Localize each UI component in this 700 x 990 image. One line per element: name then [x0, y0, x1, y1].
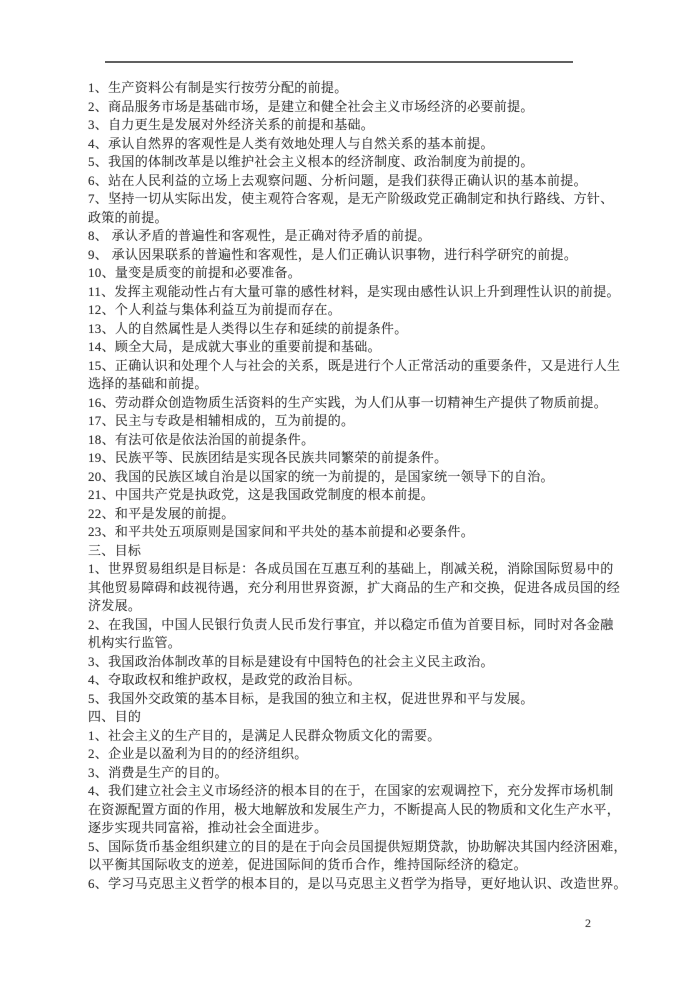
- text-line: 5、我国外交政策的基本目标，是我国的独立和主权，促进世界和平与发展。: [88, 690, 534, 706]
- text-line: 济发展。: [88, 598, 142, 613]
- header-divider: [105, 61, 573, 63]
- text-line: 3、自力更生是发展对外经济关系的前提和基础。: [88, 117, 375, 132]
- text-line: 4、我们建立社会主义市场经济的根本目的在于，在国家的宏观调控下，充分发挥市场机制: [88, 783, 614, 798]
- text-line: 选择的基础和前提。: [88, 376, 208, 391]
- text-line: 1、世界贸易组织是目标是：各成员国在互惠互利的基础上，削减关税，消除国际贸易中的: [88, 561, 614, 576]
- text-line: 11、发挥主观能动性占有大量可靠的感性材料，是实现由感性认识上升到理性认识的前提。: [88, 283, 620, 299]
- text-line: 18、有法可依是依法治国的前提条件。: [88, 431, 315, 447]
- text-line: 6、学习马克思主义哲学的根本目的，是以马克思主义哲学为指导，更好地认识、改造世界。: [88, 875, 627, 891]
- text-line: 4、承认自然界的客观性是人类有效地处理人与自然关系的基本前提。: [88, 135, 494, 151]
- text-line: 1、生产资料公有制是实行按劳分配的前提。: [88, 80, 348, 95]
- text-line: 2、企业是以盈利为目的的经济组织。: [88, 746, 308, 761]
- text-line: 3、消费是生产的目的。: [88, 764, 228, 780]
- page-number: 2: [585, 916, 591, 930]
- text-line: 四、目的: [88, 709, 142, 724]
- text-line: 16、劳动群众创造物质生活资料的生产实践，为人们从事一切精神生产提供了物质前提。: [88, 394, 608, 410]
- text-line: 3、我国政治体制改革的目标是建设有中国特色的社会主义民主政治。: [88, 653, 494, 669]
- text-line: 17、民主与专政是相辅相成的，互为前提的。: [88, 413, 355, 428]
- text-line: 逐步实现共同富裕，推动社会全面进步。: [88, 820, 328, 835]
- text-line: 21、中国共产党是执政党，这是我国政党制度的根本前提。: [88, 487, 435, 502]
- text-line: 三、目标: [88, 542, 142, 558]
- text-line: 机构实行监管。: [88, 635, 182, 650]
- text-line: 22、和平是发展的前提。: [88, 505, 235, 521]
- text-line: 8、 承认矛盾的普遍性和客观性，是正确对待矛盾的前提。: [88, 228, 431, 243]
- text-line: 19、民族平等、民族团结是实现各民族共同繁荣的前提条件。: [88, 450, 448, 465]
- text-line: 其他贸易障碍和歧视待遇，充分利用世界资源，扩大商品的生产和交换，促进各成员国的经: [88, 579, 621, 595]
- text-line: 12、个人利益与集体利益互为前提而存在。: [88, 302, 342, 317]
- text-line: 23、和平共处五项原则是国家间和平共处的基本前提和必要条件。: [88, 524, 475, 539]
- text-line: 9、 承认因果联系的普遍性和客观性，是人们正确认识事物，进行科学研究的前提。: [88, 246, 578, 262]
- text-line: 13、人的自然属性是人类得以生存和延续的前提条件。: [88, 320, 408, 336]
- text-line: 15、正确认识和处理个人与社会的关系，既是进行个人正常活动的重要条件，又是进行人生: [88, 357, 621, 373]
- text-line: 20、我国的民族区域自治是以国家的统一为前提的，是国家统一领导下的自治。: [88, 468, 554, 484]
- text-line: 2、在我国，中国人民银行负责人民币发行事宜，并以稳定币值为首要目标，同时对各金融: [88, 616, 614, 632]
- document-body: [88, 79, 627, 893]
- text-line: 14、顾全大局，是成就大事业的重要前提和基础。: [88, 339, 381, 354]
- text-line: 5、国际货币基金组织建立的目的是在于向会员国提供短期贷款，协助解决其国内经济困难，: [88, 838, 627, 854]
- text-line: 1、社会主义的生产目的，是满足人民群众物质文化的需要。: [88, 727, 441, 743]
- text-line: 6、站在人民利益的立场上去观察问题、分析问题，是我们获得正确认识的基本前提。: [88, 172, 587, 188]
- text-line: 政策的前提。: [88, 209, 168, 225]
- text-line: 5、我国的体制改革是以维护社会主义根本的经济制度、政治制度为前提的。: [88, 154, 534, 169]
- text-line: 10、量变是质变的前提和必要准备。: [88, 265, 302, 280]
- text-line: 在资源配置方面的作用，极大地解放和发展生产力，不断提高人民的物质和文化生产水平，: [88, 801, 621, 817]
- text-line: 以平衡其国际收支的逆差，促进国际间的货币合作，维持国际经济的稳定。: [88, 857, 527, 872]
- text-line: 2、商品服务市场是基础市场，是建立和健全社会主义市场经济的必要前提。: [88, 98, 534, 114]
- text-line: 7、坚持一切从实际出发，使主观符合客观，是无产阶级政党正确制定和执行路线、方针、: [88, 191, 614, 206]
- text-line: 4、夺取政权和维护政权，是政党的政治目标。: [88, 672, 361, 687]
